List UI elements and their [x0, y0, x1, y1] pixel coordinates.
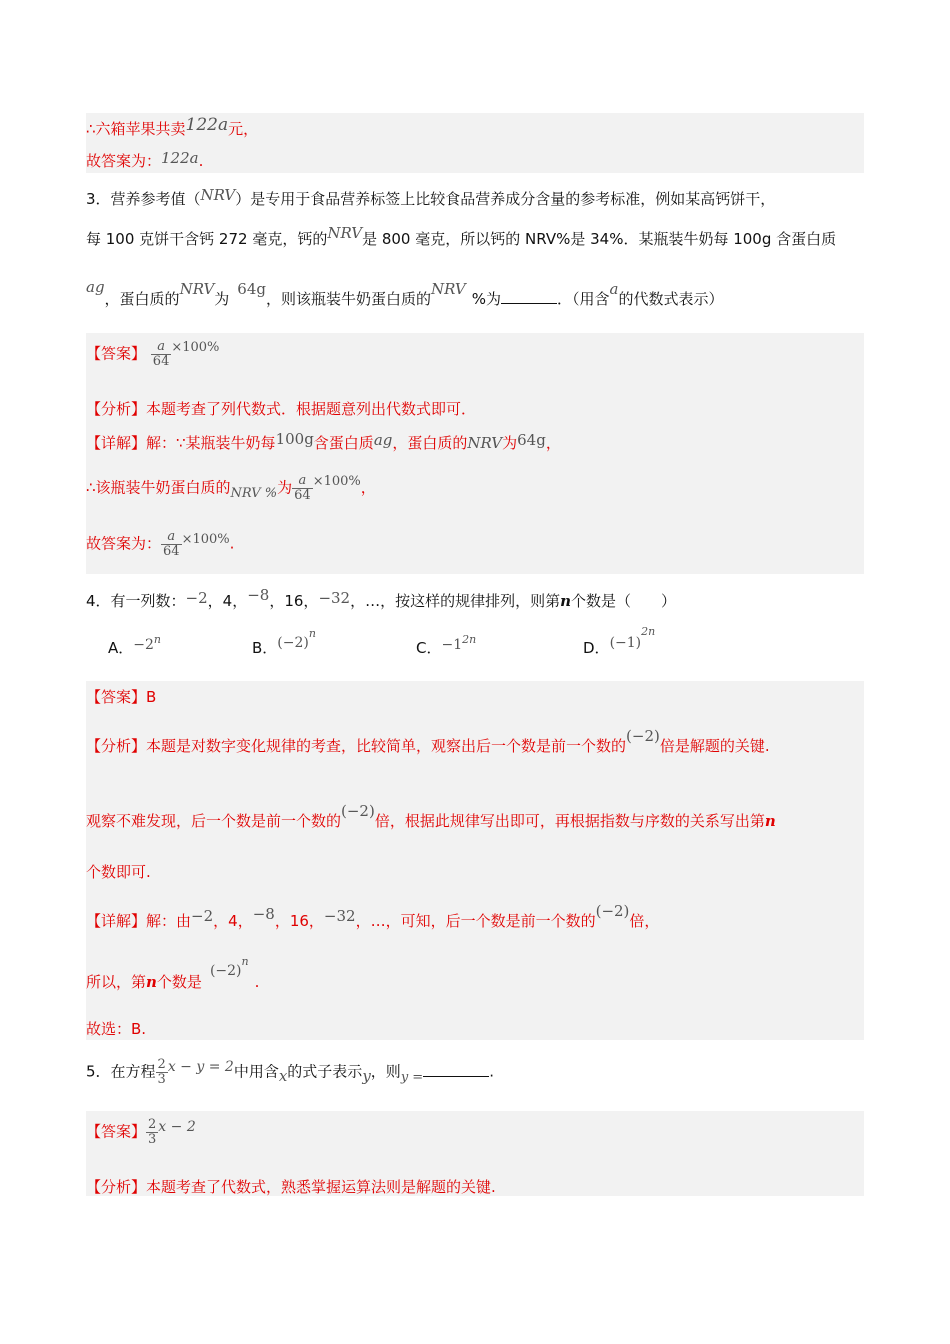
q4-option-a[interactable]: A．$-2^n$: [108, 633, 161, 657]
q3-line2: 每 100 克饼干含钙 272 毫克，钙的NRV是 800 毫克，所以钙的 NRV%是 34%．某瓶装牛奶每 100g 含蛋白质: [86, 224, 837, 248]
fraction-two-thirds: $\frac{2}{3}$: [157, 1057, 166, 1087]
q4-answer: 【答案】B: [86, 688, 157, 706]
top-therefore-line: ∴六箱苹果共卖122a元，: [86, 115, 259, 138]
q4-option-d[interactable]: D．$(-1)^{2n}$: [583, 625, 656, 657]
q3-final: 故答案为： $\frac{a}{64}$ ×100%.: [86, 529, 235, 559]
fraction-a-over-64: $\frac{a}{64}$: [152, 339, 170, 369]
q4-conclusion: 所以，第n个数是$(-2)^n$.: [86, 955, 260, 991]
q4-choose: 故选：B.: [86, 1020, 147, 1038]
q3-line3: ag，蛋白质的NRV为64g，则该瓶装牛奶蛋白质的NRV%为 ．（用含a的代数式表示）: [86, 278, 724, 308]
q3-answer-blank[interactable]: [501, 303, 557, 304]
q5-answer: 【答案】 $\frac{2}{3}$ x − 2: [86, 1117, 196, 1147]
q4-option-b[interactable]: B．$(-2)^n$: [252, 627, 316, 657]
q5-answer-blank[interactable]: [423, 1076, 489, 1077]
q5-analysis: 【分析】本题考查了代数式，熟悉掌握运算法则是解题的关键.: [86, 1178, 496, 1196]
top-final-answer-line: 故答案为：122a.: [86, 149, 204, 170]
q4-stem: 4．有一列数：−2，4，−8，16，−32，…，按这样的规律排列，则第n个数是（ ）: [86, 586, 677, 610]
q5-stem: 5．在方程 $\frac{2}{3}$ x − y = 2中用含x的式子表示y，则y = .: [86, 1057, 494, 1087]
q3-detail: 【详解】解：∵某瓶装牛奶每100g含蛋白质ag，蛋白质的NRV为64g，: [86, 430, 561, 452]
q3-line1: 3．营养参考值（NRV）是专用于食品营养标签上比较食品营养成分含量的参考标准，例如某高钙饼干，: [86, 186, 776, 208]
q3-therefore: ∴该瓶装牛奶蛋白质的NRV %为 $\frac{a}{64}$ ×100%，: [86, 473, 376, 503]
q4-observation: 观察不难发现，后一个数是前一个数的(−2)倍，根据此规律写出即可，再根据指数与序数的关系写出第n: [86, 802, 776, 830]
q4-analysis: 【分析】本题是对数字变化规律的考查，比较简单，观察出后一个数是前一个数的(−2)倍是解题的关键.: [86, 727, 770, 755]
q4-option-c[interactable]: C．$-1^{2n}$: [416, 633, 477, 657]
q3-answer: 【答案】 $\frac{a}{64}$ ×100%: [86, 339, 220, 369]
q4-observation-cont: 个数即可.: [86, 863, 151, 881]
q3-analysis: 【分析】本题考查了列代数式．根据题意列出代数式即可．: [86, 400, 477, 418]
math-122a: 122a: [185, 115, 229, 135]
q4-detail: 【详解】解：由−2，4，−8，16，−32，…，可知，后一个数是前一个数的(−2)倍，: [86, 902, 660, 930]
